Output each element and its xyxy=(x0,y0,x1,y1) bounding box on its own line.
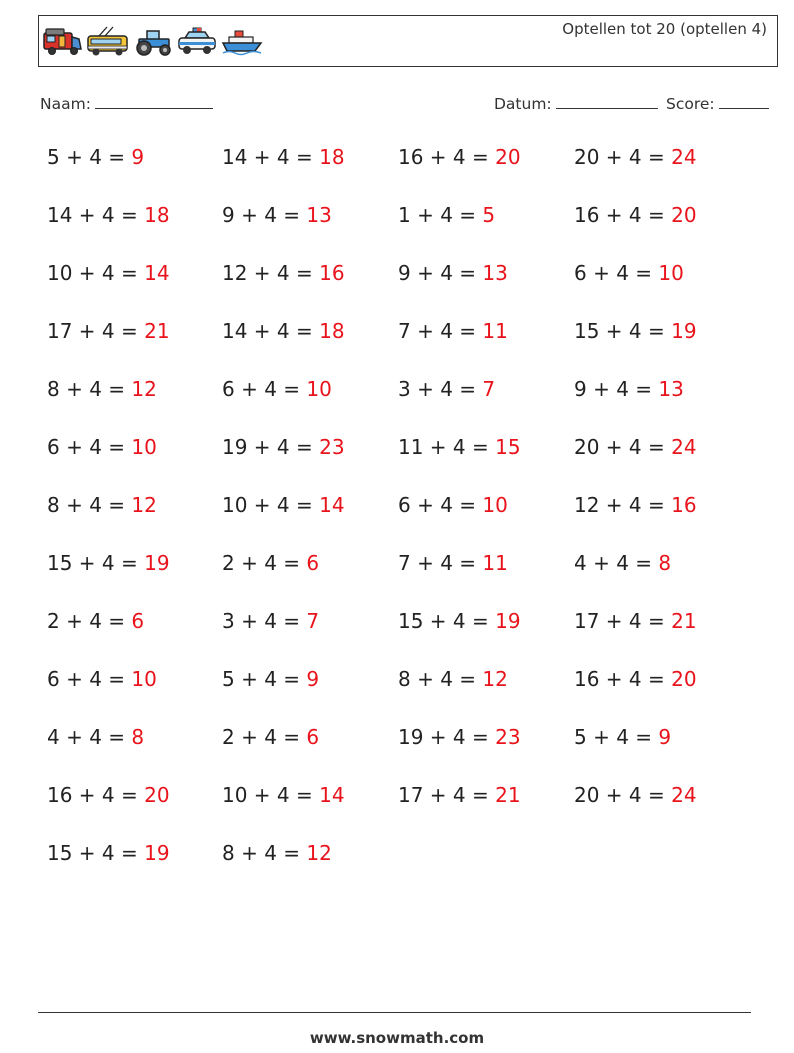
problem-question: 5 + 4 = xyxy=(222,667,307,691)
problem-question: 11 + 4 = xyxy=(398,435,496,459)
problem-question: 8 + 4 = xyxy=(47,493,132,517)
problem-question: 10 + 4 = xyxy=(222,783,320,807)
problem-answer: 19 xyxy=(144,551,170,575)
problem-answer: 13 xyxy=(306,203,332,227)
problem-question: 3 + 4 = xyxy=(398,377,483,401)
problem-item xyxy=(47,319,170,343)
problem-item xyxy=(47,377,157,401)
problem-item xyxy=(222,203,332,227)
problem-answer: 23 xyxy=(319,435,345,459)
camper-van-icon xyxy=(43,27,83,57)
problem-item xyxy=(47,609,144,633)
problem-item xyxy=(398,667,508,691)
problem-answer: 5 xyxy=(482,203,496,227)
problem-question: 6 + 4 = xyxy=(47,667,132,691)
problem-answer: 8 xyxy=(658,551,672,575)
problem-answer: 12 xyxy=(306,841,332,865)
problem-question: 5 + 4 = xyxy=(47,145,132,169)
problem-answer: 19 xyxy=(495,609,521,633)
problem-item xyxy=(574,551,671,575)
problem-answer: 13 xyxy=(658,377,684,401)
problem-answer: 18 xyxy=(319,145,345,169)
problem-question: 8 + 4 = xyxy=(398,667,483,691)
problem-answer: 24 xyxy=(671,435,697,459)
problem-item xyxy=(398,783,521,807)
problem-answer: 12 xyxy=(131,377,157,401)
problem-item xyxy=(47,667,157,691)
problem-question: 20 + 4 = xyxy=(574,435,672,459)
footer-divider xyxy=(38,1012,751,1013)
problem-item xyxy=(574,145,697,169)
problem-question: 9 + 4 = xyxy=(222,203,307,227)
problem-question: 2 + 4 = xyxy=(222,551,307,575)
problem-item xyxy=(398,377,495,401)
name-blank[interactable] xyxy=(95,93,213,109)
problem-answer: 12 xyxy=(482,667,508,691)
problem-question: 3 + 4 = xyxy=(222,609,307,633)
problem-item xyxy=(47,493,157,517)
problem-question: 10 + 4 = xyxy=(222,493,320,517)
problem-item xyxy=(222,783,345,807)
problem-item xyxy=(47,841,170,865)
problem-item xyxy=(222,319,345,343)
problem-answer: 18 xyxy=(319,319,345,343)
problem-item xyxy=(574,493,697,517)
problem-question: 12 + 4 = xyxy=(222,261,320,285)
problem-question: 15 + 4 = xyxy=(47,841,145,865)
problem-question: 15 + 4 = xyxy=(398,609,496,633)
tractor-icon xyxy=(133,27,173,57)
problem-question: 20 + 4 = xyxy=(574,783,672,807)
problem-item xyxy=(398,551,508,575)
problem-item xyxy=(222,261,345,285)
header-box xyxy=(38,15,778,67)
problem-question: 15 + 4 = xyxy=(574,319,672,343)
problem-question: 9 + 4 = xyxy=(398,261,483,285)
problem-question: 16 + 4 = xyxy=(398,145,496,169)
police-car-icon xyxy=(177,26,217,58)
problem-item xyxy=(47,783,170,807)
problem-question: 8 + 4 = xyxy=(222,841,307,865)
problem-question: 17 + 4 = xyxy=(574,609,672,633)
problem-answer: 7 xyxy=(306,609,320,633)
problem-item xyxy=(574,435,697,459)
problem-question: 2 + 4 = xyxy=(47,609,132,633)
problem-answer: 21 xyxy=(144,319,170,343)
problem-item xyxy=(398,725,521,749)
problem-item xyxy=(574,609,697,633)
problem-item xyxy=(222,145,345,169)
problem-answer: 6 xyxy=(131,609,145,633)
problem-question: 9 + 4 = xyxy=(574,377,659,401)
problem-question: 19 + 4 = xyxy=(222,435,320,459)
problem-item xyxy=(47,725,144,749)
problem-answer: 20 xyxy=(671,203,697,227)
name-field xyxy=(40,93,213,113)
problem-answer: 15 xyxy=(495,435,521,459)
score-blank[interactable] xyxy=(719,93,769,109)
problem-question: 4 + 4 = xyxy=(47,725,132,749)
footer-url[interactable]: www.snowmath.com xyxy=(309,1029,485,1047)
problem-question: 14 + 4 = xyxy=(47,203,145,227)
problem-question: 4 + 4 = xyxy=(574,551,659,575)
problem-question: 8 + 4 = xyxy=(47,377,132,401)
problem-item xyxy=(222,377,332,401)
problem-answer: 10 xyxy=(306,377,332,401)
name-label: Naam: xyxy=(40,95,91,113)
problem-question: 6 + 4 = xyxy=(222,377,307,401)
trolleybus-icon xyxy=(87,26,129,58)
problem-question: 16 + 4 = xyxy=(574,667,672,691)
date-field xyxy=(494,93,658,113)
problem-item xyxy=(398,145,521,169)
problem-item xyxy=(222,841,332,865)
problem-question: 12 + 4 = xyxy=(574,493,672,517)
problem-answer: 19 xyxy=(671,319,697,343)
problem-question: 19 + 4 = xyxy=(398,725,496,749)
problem-answer: 24 xyxy=(671,783,697,807)
problem-answer: 18 xyxy=(144,203,170,227)
problem-item xyxy=(574,667,697,691)
problem-answer: 7 xyxy=(482,377,496,401)
problem-answer: 11 xyxy=(482,319,508,343)
problem-item xyxy=(47,203,170,227)
problem-item xyxy=(398,203,495,227)
problem-question: 2 + 4 = xyxy=(222,725,307,749)
problem-question: 14 + 4 = xyxy=(222,145,320,169)
problem-item xyxy=(47,145,144,169)
problem-question: 6 + 4 = xyxy=(574,261,659,285)
problem-answer: 23 xyxy=(495,725,521,749)
problem-item xyxy=(222,609,319,633)
problem-item xyxy=(574,203,697,227)
problem-question: 20 + 4 = xyxy=(574,145,672,169)
problem-question: 5 + 4 = xyxy=(574,725,659,749)
score-label: Score: xyxy=(666,95,715,113)
problem-item xyxy=(222,725,319,749)
problem-item xyxy=(222,667,319,691)
problem-item xyxy=(222,435,345,459)
problem-answer: 19 xyxy=(144,841,170,865)
problem-answer: 16 xyxy=(319,261,345,285)
problem-item xyxy=(398,319,508,343)
problem-question: 7 + 4 = xyxy=(398,319,483,343)
problem-answer: 9 xyxy=(131,145,145,169)
problem-question: 16 + 4 = xyxy=(47,783,145,807)
problem-answer: 20 xyxy=(144,783,170,807)
vehicle-icons xyxy=(43,24,263,60)
problem-answer: 10 xyxy=(658,261,684,285)
problem-answer: 24 xyxy=(671,145,697,169)
problem-item xyxy=(222,551,319,575)
problem-item xyxy=(398,609,521,633)
problem-question: 14 + 4 = xyxy=(222,319,320,343)
problem-answer: 20 xyxy=(671,667,697,691)
problem-answer: 8 xyxy=(131,725,145,749)
problem-item xyxy=(47,551,170,575)
problem-answer: 6 xyxy=(306,725,320,749)
problem-item xyxy=(574,319,697,343)
problem-answer: 20 xyxy=(495,145,521,169)
problem-answer: 9 xyxy=(306,667,320,691)
problem-item xyxy=(574,377,684,401)
problem-answer: 16 xyxy=(671,493,697,517)
problem-answer: 21 xyxy=(495,783,521,807)
problem-item xyxy=(574,261,684,285)
problem-answer: 21 xyxy=(671,609,697,633)
ship-icon xyxy=(221,27,263,57)
problem-answer: 10 xyxy=(482,493,508,517)
problem-item xyxy=(574,725,671,749)
problem-question: 6 + 4 = xyxy=(398,493,483,517)
problem-answer: 10 xyxy=(131,435,157,459)
problem-question: 16 + 4 = xyxy=(574,203,672,227)
worksheet-title: Optellen tot 20 (optellen 4) xyxy=(562,20,767,38)
problem-answer: 13 xyxy=(482,261,508,285)
problem-answer: 12 xyxy=(131,493,157,517)
problem-question: 1 + 4 = xyxy=(398,203,483,227)
problem-item xyxy=(574,783,697,807)
problem-question: 17 + 4 = xyxy=(47,319,145,343)
problem-answer: 9 xyxy=(658,725,672,749)
score-field xyxy=(666,93,769,113)
problem-answer: 14 xyxy=(144,261,170,285)
problem-question: 17 + 4 = xyxy=(398,783,496,807)
date-blank[interactable] xyxy=(556,93,658,109)
problem-answer: 14 xyxy=(319,783,345,807)
problem-question: 7 + 4 = xyxy=(398,551,483,575)
problem-item xyxy=(398,261,508,285)
problem-item xyxy=(47,435,157,459)
problem-item xyxy=(222,493,345,517)
problem-answer: 6 xyxy=(306,551,320,575)
problem-item xyxy=(398,435,521,459)
problem-answer: 10 xyxy=(131,667,157,691)
problem-question: 6 + 4 = xyxy=(47,435,132,459)
problem-question: 10 + 4 = xyxy=(47,261,145,285)
problem-item xyxy=(398,493,508,517)
date-label: Datum: xyxy=(494,95,552,113)
problem-question: 15 + 4 = xyxy=(47,551,145,575)
problem-answer: 11 xyxy=(482,551,508,575)
problem-item xyxy=(47,261,170,285)
problem-answer: 14 xyxy=(319,493,345,517)
